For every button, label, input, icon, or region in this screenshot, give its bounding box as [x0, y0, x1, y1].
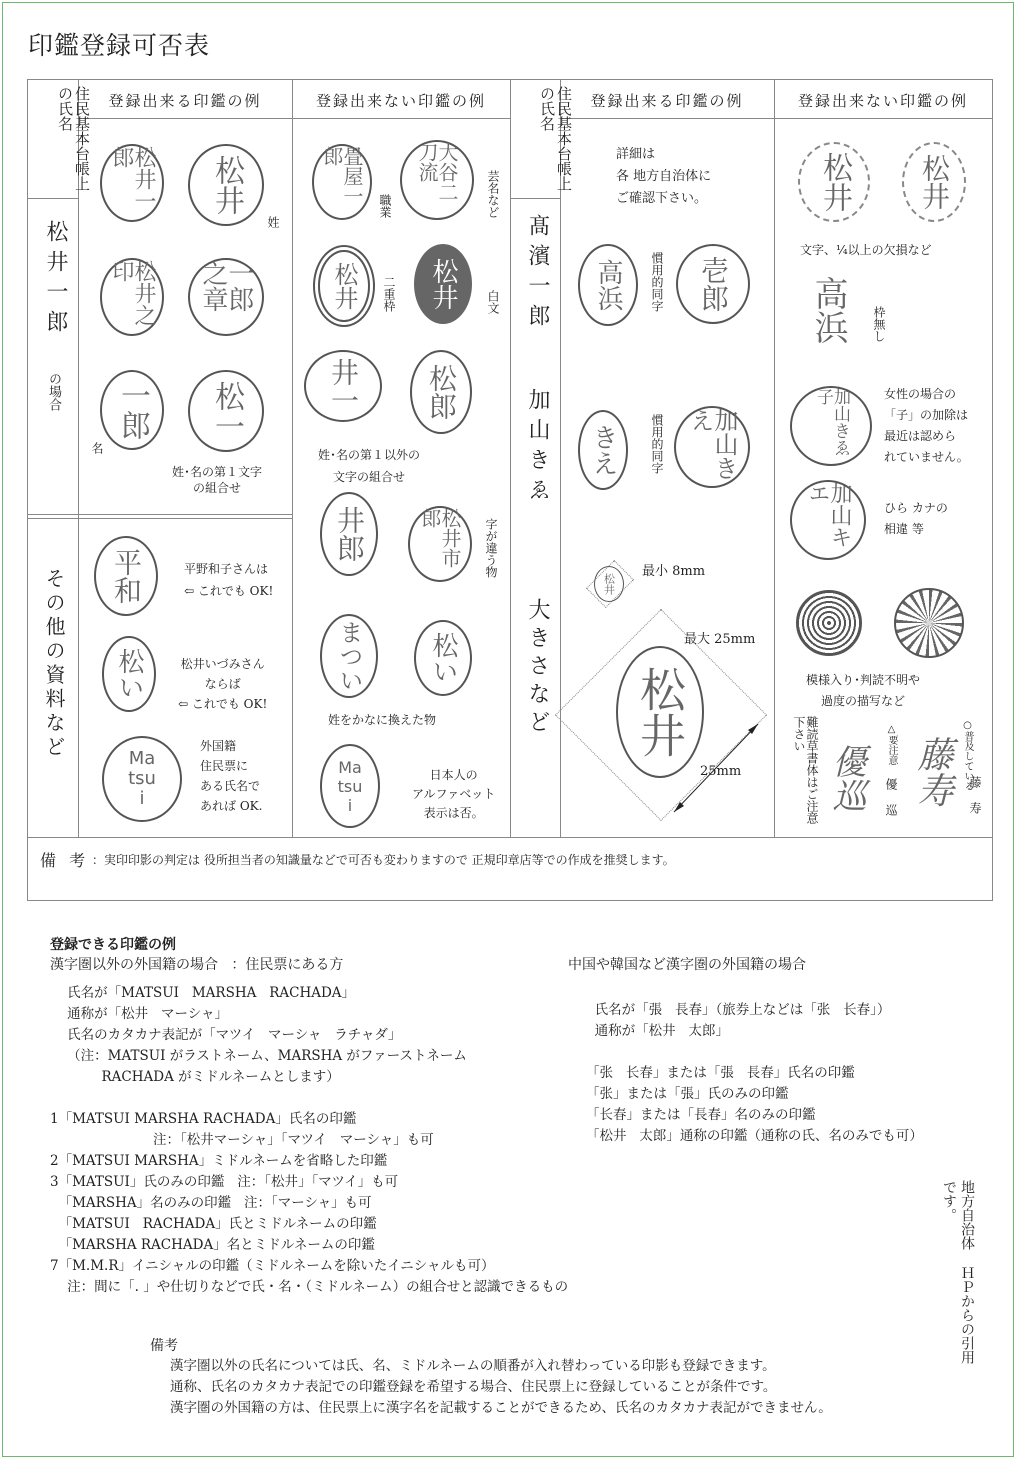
seal-ng-i-ro: 井郎	[320, 492, 378, 576]
note-pattern: 模様入り･判読不明や 過度の描写など	[806, 673, 921, 708]
note-kana-difference: ひら カナの 相違 等	[884, 501, 948, 536]
label-cursive-warning: 難読草書体はご注意下さい	[792, 716, 819, 824]
note-japanese-latin-ng: 日本人の アルファベット 表示は否。	[412, 768, 496, 820]
note-foreign-ok: 外国籍 住民票に ある氏名で あれば OK.	[200, 739, 263, 813]
seal-ng-matsu-ro: 松郎	[410, 350, 472, 434]
seal-cursive-attn: 優巡	[826, 744, 866, 812]
note-matsui-izumi: 松井いづみさん ならば ⇦ これでも OK!	[178, 657, 268, 711]
name-matsui-ichiro: 松井一郎	[43, 220, 68, 340]
label-common: ○普及している	[962, 720, 973, 791]
label-mei: 名	[90, 442, 104, 454]
remarks-label: 備 考	[40, 851, 90, 870]
lower-heading: 登録できる印鑑の例	[50, 937, 176, 953]
note-first-char-combo: 姓･名の第１文字 の組合せ	[172, 465, 263, 495]
seal-ng-wrong-char: 松井市郎	[408, 506, 472, 582]
seal-ng-white-text: 松井	[414, 244, 472, 324]
label-common-name: 藤 寿	[968, 776, 982, 814]
seal-ng-pattern-1	[796, 590, 862, 656]
seal-ok-takahama: 高浜	[578, 244, 638, 326]
remarks-text: ：実印印影の判定は 役所担当者の知識量などで可否も変わりますので 正規印章店等での作成を推奨します。	[92, 853, 675, 867]
seal-ok-ichiro-alt: 壱郎	[676, 244, 750, 324]
label-no-frame: 枠無し	[872, 306, 886, 342]
note-damaged: 文字、¼以上の欠損など	[800, 243, 932, 257]
section-other-docs: その他の資料など	[42, 568, 66, 760]
seal-ng-matsu-i: 松い	[414, 620, 472, 696]
label-max-size: 最大 25mm	[684, 632, 756, 647]
label-attention: △要注意	[886, 724, 897, 765]
seal-ok-matsui: 松井	[188, 144, 264, 226]
seal-ng-latin-line-3: i	[347, 795, 353, 815]
lower-left-body: 氏名が「MATSUI MARSHA RACHADA」 通称が「松井 マーシャ」 氏名のカタカナ表記が「マツイ マーシャ ラチャダ」 （注：MATSUI がラストネーム、MARSHA がファーストネーム RACHADA がミドルネームとします） 1「MATSUI MARSHA RACHADA」氏名の印鑑 注：「松井マーシャ」「マツイ マーシャ」も可 2「MATSUI MARSHA」ミドルネームを省略した印鑑 3「MATSUI」氏のみの印鑑 注：「松井」「マツイ」も可 「MARSHA」名のみの印鑑 注：「マーシャ」も可 「MATSUI RACHADA」氏とミドルネームの印鑑 「MARSHA RACHADA」名とミドルネームの印鑑 7「M.M.R」イニシャルの印鑑（ミドルネームを除いたイニシャルも可） 注：間に「. 」や仕切りなどで氏・名・（ミドルネーム）の組合せと認識できるもの	[50, 985, 569, 1295]
name-kayama-kie: 加山きゑ	[525, 388, 550, 508]
label-white-text: 白文	[486, 290, 500, 314]
note-ko-added: 女性の場合の 「子」の加除は 最近は認めら れていません。	[884, 387, 969, 464]
registration-table	[27, 79, 993, 901]
lower-left-intro: 漢字圏以外の外国籍の場合 ：住民票にある方	[50, 957, 344, 973]
seal-ok-ichiro-no-sho: 一郎之章	[188, 258, 264, 336]
seal-max-size: 松井	[616, 646, 704, 778]
seal-ng-ko-added: 加山きゑ子	[790, 386, 872, 466]
seal-ng-latin-line-2: tsu	[337, 776, 363, 796]
seal-ng-otani: 大谷二刀流	[400, 140, 474, 220]
seal-ng-matsui-latin	[320, 744, 380, 828]
label-customary-1: 慣用的同字	[650, 252, 664, 312]
label-min-size: 最小 8mm	[642, 564, 706, 579]
header-ng-left: 登録出来ない印鑑の例	[315, 92, 486, 110]
note-hirano: 平野和子さんは ⇦ これでも OK!	[184, 562, 274, 598]
seal-ok-ichiro: 一郎	[100, 370, 164, 450]
label-customary-2: 慣用的同字	[650, 414, 664, 474]
name-suffix: の場合	[46, 372, 61, 411]
label-dimension: 25mm	[700, 764, 742, 779]
seal-ng-katakana: 加山キエ	[790, 480, 866, 560]
name-takahama-ichiro: 髙濱一郎	[525, 214, 550, 334]
label-attention-name: 優 巡	[884, 778, 898, 816]
seal-ok-heiwa: 平和	[94, 536, 158, 616]
label-sei: 姓	[266, 216, 280, 228]
seal-ng-damaged-1: 松井	[798, 142, 870, 222]
header-ok-right: 登録出来る印鑑の例	[590, 92, 744, 110]
page-title: 印鑑登録可否表	[28, 31, 211, 60]
note-check-municipality: 詳細は 各 地方自治体に ご確認下さい。	[616, 147, 712, 206]
seal-ok-kie: きえ	[578, 410, 628, 490]
seal-ok-latin-line-1: Ma	[128, 748, 156, 769]
seal-ng-double-frame: 松井	[318, 250, 370, 322]
side-citation-note: 地方自治体 ＨＰからの引用です。	[941, 1180, 975, 1364]
lower-right-body: 氏名が「張 長春」（旅券上などは「张 长春」） 通称が「松井 太郎」 「张 长春」または「張 長春」氏名の印鑑 「张」または「張」氏のみの印鑑 「长春」または「長春」名のみの印鑑 「松井 太郎」通称の印鑑（通称の氏、名のみでも可）	[586, 1002, 923, 1144]
seal-ng-damaged-2: 松井	[902, 142, 966, 222]
label-occupation: 職業	[378, 194, 392, 218]
seal-ok-matsu-i: 松い	[102, 636, 156, 712]
header-name-col-2: 住民基本台帳上の氏名	[538, 86, 573, 191]
seal-min-size: 松井	[594, 566, 624, 602]
seal-ok-kayama-kie: 加山きえ	[674, 406, 750, 488]
section-size: 大きさなど	[525, 598, 550, 738]
lower-right-intro: 中国や韓国など漢字圏の外国籍の場合	[568, 957, 806, 973]
header-ng-right: 登録出来ない印鑑の例	[797, 92, 968, 110]
seal-cursive-common: 藤寿	[912, 736, 953, 808]
header-name-col-1: 住民基本台帳上の氏名	[56, 86, 91, 191]
seal-ng-i-ichi: 井一	[304, 350, 382, 422]
label-wrong-char: 字が違う物	[484, 518, 498, 578]
label-stage-name: 芸名など	[486, 170, 500, 218]
seal-ng-latin-line-1: Ma	[338, 757, 362, 777]
lower-remarks-body: 漢字圏以外の氏名については氏、名、ミドルネームの順番が入れ替わっている印影も登録できます。 通称、氏名のカタカナ表記での印鑑登録を希望する場合、住民票上に登録していることが条件です。 漢字圏の外国籍の方は、住民票上に漢字名を記載することができるため、氏名のカタカナ表記ができません。	[170, 1358, 832, 1416]
seal-ok-latin-line-3: i	[139, 788, 145, 809]
lower-remarks-label: 備考	[150, 1338, 178, 1354]
seal-ok-matsui-no-in: 松井之印	[100, 258, 164, 336]
seal-ng-matsui-kana: まつい	[320, 614, 378, 698]
label-double-frame: 二重枠	[382, 276, 396, 312]
seal-ok-matsui-ichiro: 松井一郎	[100, 144, 164, 222]
seal-ng-pattern-2	[894, 588, 964, 658]
seal-ok-matsui-latin	[102, 736, 182, 822]
seal-ng-no-frame: 高浜	[808, 276, 848, 344]
seal-ng-tatamiya: 畳屋一郎	[312, 144, 372, 220]
note-non-first-combo: 姓･名の第１以外の 文字の組合せ	[318, 448, 421, 484]
seal-ok-latin-line-2: tsu	[128, 768, 156, 789]
note-kana-replaced: 姓をかなに換えた物	[328, 713, 437, 727]
seal-ok-matsu-ichi: 松一	[188, 370, 264, 452]
header-ok-left: 登録出来る印鑑の例	[108, 92, 262, 110]
